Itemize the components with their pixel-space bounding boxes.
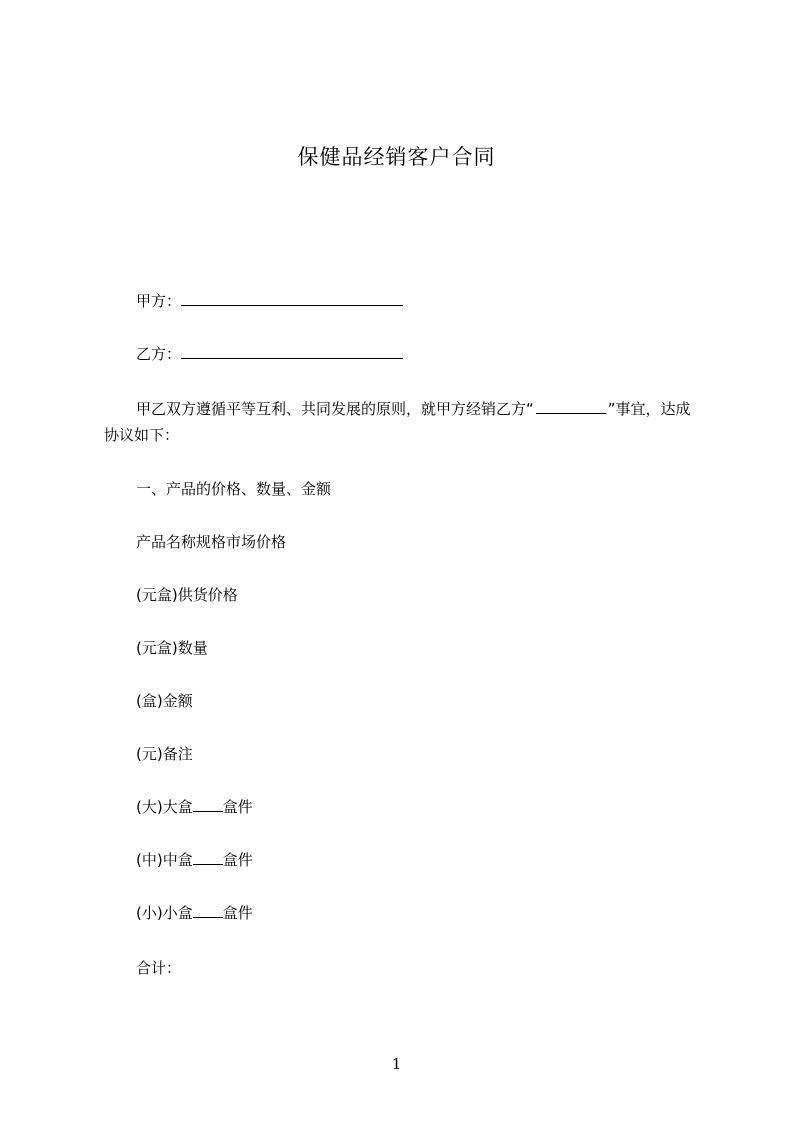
large-box-prefix: (大)大盒	[136, 798, 193, 816]
intro-text-part2: ”事宜，达成协议如下：	[104, 400, 691, 444]
medium-box-blank	[193, 850, 223, 865]
party-b-line	[136, 344, 403, 364]
amount-line: (盒)金额	[136, 692, 193, 710]
product-header-line: 产品名称规格市场价格	[136, 533, 287, 551]
small-box-unit: 盒件	[222, 904, 253, 922]
small-box-blank	[193, 903, 223, 918]
large-box-unit: 盒件	[222, 798, 253, 816]
page-number: 1	[391, 1055, 402, 1073]
party-a-blank	[181, 291, 403, 306]
section1-heading: 一、产品的价格、数量、金额	[136, 480, 332, 498]
small-box-line	[136, 903, 253, 923]
intro-paragraph	[104, 396, 704, 448]
party-b-label: 乙方：	[136, 345, 182, 363]
quantity-line: (元盒)数量	[136, 639, 208, 657]
small-box-prefix: (小)小盒	[136, 904, 193, 922]
medium-box-unit: 盒件	[222, 851, 253, 869]
page-title: 保健品经销客户合同	[297, 145, 496, 169]
medium-box-prefix: (中)中盒	[136, 851, 193, 869]
party-a-line	[136, 291, 403, 311]
remark-line: (元)备注	[136, 745, 193, 763]
medium-box-line	[136, 850, 253, 870]
total-line: 合计：	[136, 959, 182, 977]
large-box-blank	[193, 797, 223, 812]
large-box-line	[136, 797, 253, 817]
party-a-label: 甲方：	[136, 292, 182, 310]
intro-text-part1: 甲乙双方遵循平等互利、共同发展的原则，就甲方经销乙方“	[136, 400, 534, 418]
supply-price-line: (元盒)供货价格	[136, 586, 238, 604]
party-b-blank	[181, 344, 403, 359]
product-name-blank	[536, 399, 606, 414]
